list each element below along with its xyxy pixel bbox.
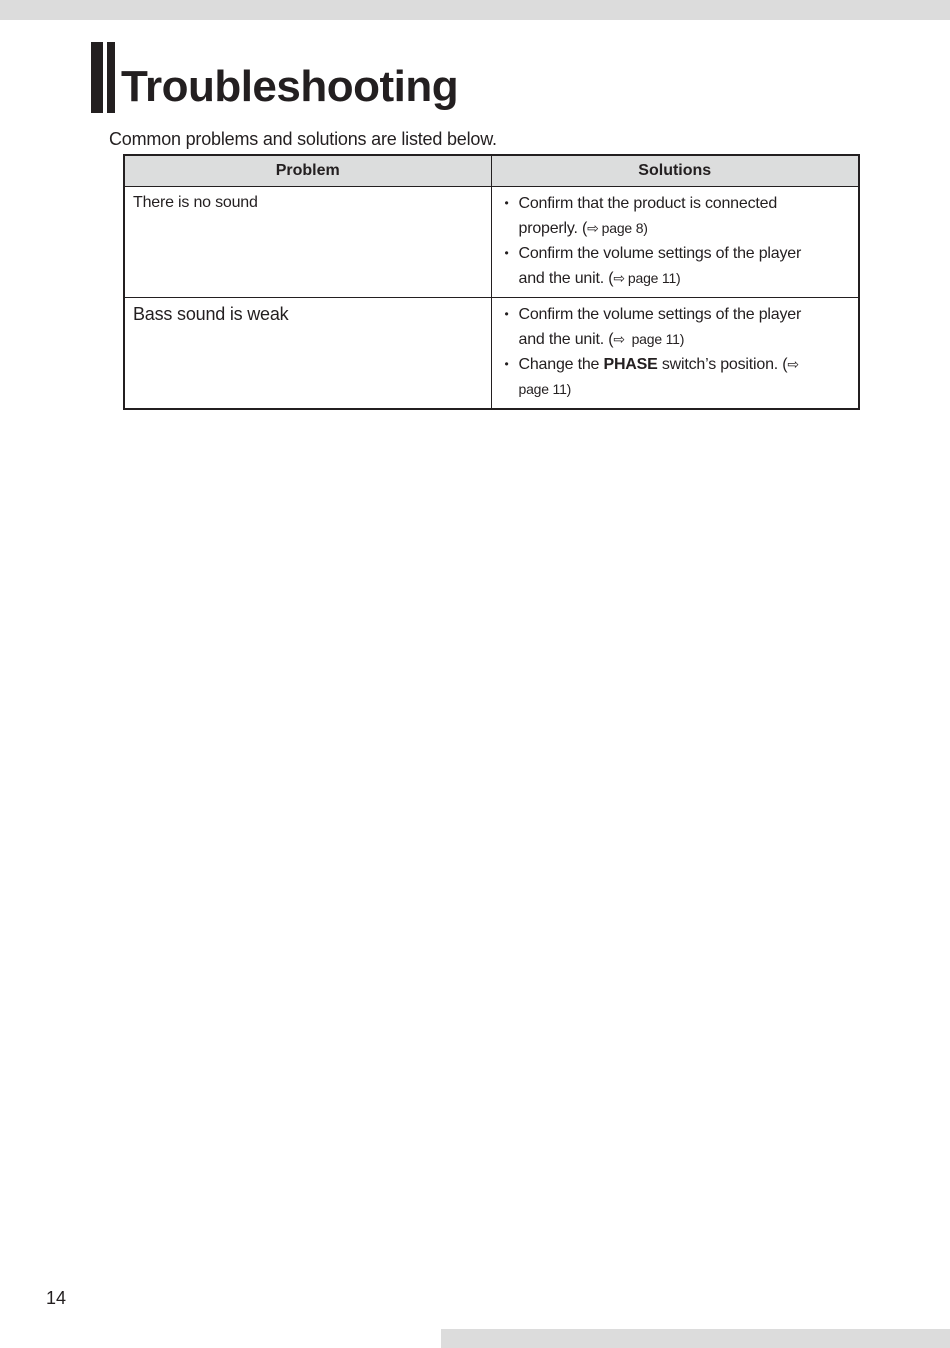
table-row — [124, 187, 859, 298]
problem-text: There is no sound — [133, 194, 258, 211]
title-bar-decoration-thin — [107, 42, 115, 113]
arrow-right-icon: ⇨ — [587, 220, 599, 236]
page-title: Troubleshooting — [121, 62, 459, 111]
problem-cell — [124, 187, 491, 298]
bullet-icon: • — [504, 357, 509, 371]
solutions-list — [492, 298, 859, 408]
page-reference: page 8) — [601, 220, 648, 236]
bullet-icon: • — [504, 307, 509, 321]
page-reference: page 11) — [627, 270, 681, 286]
bullet-icon: • — [504, 246, 509, 260]
problem-cell — [124, 298, 491, 410]
solution-text: Confirm the volume settings of the player and the unit. ( — [518, 245, 802, 287]
page-reference: page 11) — [627, 331, 685, 347]
column-header-solutions: Solutions — [491, 155, 859, 187]
switch-name: PHASE — [603, 356, 658, 373]
page-number: 14 — [46, 1288, 67, 1308]
solutions-cell — [491, 298, 859, 410]
bottom-band — [441, 1329, 950, 1348]
solutions-cell — [491, 187, 859, 298]
intro-text: Common problems and solutions are listed below. — [109, 129, 497, 149]
title-bar-decoration — [91, 42, 103, 113]
arrow-right-icon: ⇨ — [613, 270, 625, 286]
solution-text: Confirm the volume settings of the player and the unit. ( — [518, 306, 802, 348]
solutions-list — [492, 187, 859, 297]
solution-text: switch’s position. ( — [657, 356, 788, 373]
arrow-right-icon: ⇨ — [787, 356, 799, 372]
table-header-row — [124, 155, 859, 187]
page-reference: page 11) — [518, 381, 572, 397]
list-item — [504, 191, 829, 241]
top-band — [0, 0, 950, 20]
table-row — [124, 298, 859, 410]
column-header-problem: Problem — [124, 155, 491, 187]
list-item — [504, 241, 829, 291]
bullet-icon: • — [504, 196, 509, 210]
list-item — [504, 352, 829, 402]
solution-text: Change the — [518, 356, 604, 373]
problem-text: Bass sound is weak — [133, 304, 289, 324]
arrow-right-icon: ⇨ — [613, 331, 625, 347]
list-item — [504, 302, 829, 352]
troubleshooting-table — [123, 154, 860, 410]
solution-text: Confirm that the product is connected properly. ( — [518, 195, 778, 237]
